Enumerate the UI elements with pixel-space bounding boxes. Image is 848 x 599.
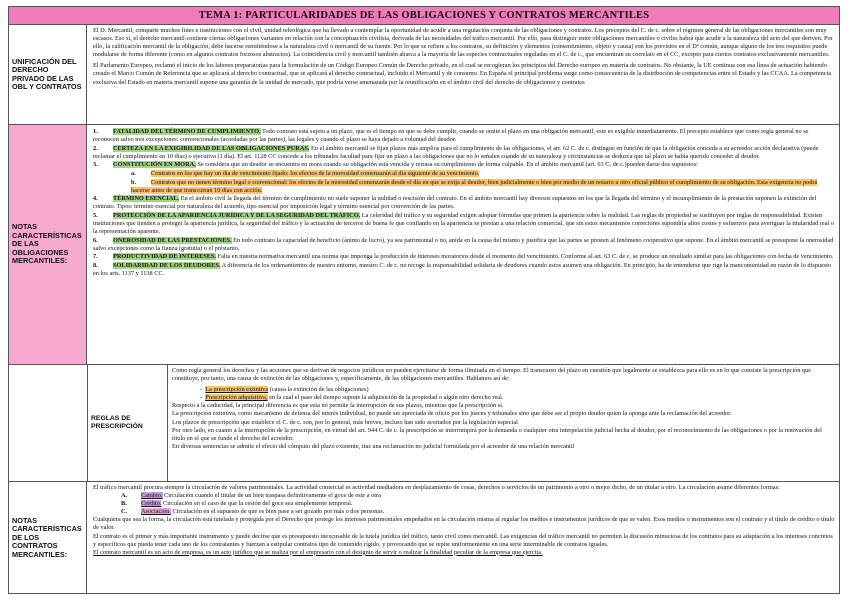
bullet-text: en la cual el paso del tiempo supone la adquisición de la propiedad o algún otro derecho real. [267, 394, 504, 402]
section-contratos [9, 482, 839, 594]
section-label-text: NOTAS CARACTERÍSTICAS DE LAS OBLIGACIONES MERCANTILES: [12, 222, 82, 266]
form-text: Circulación cuando el titular de un bien traspasa definitivamente el goce de este a otra [162, 492, 381, 500]
list-item [93, 262, 835, 278]
list-item [93, 212, 835, 236]
form-item [93, 492, 835, 500]
sub-item-letter: b. [131, 178, 137, 186]
section-content [168, 365, 839, 481]
section-content [87, 482, 839, 594]
item-number: 2. [93, 144, 98, 152]
item-heading: SOLIDARIDAD DE LOS DEUDORES. [113, 262, 221, 269]
bullet-heading: Prescripción adquisitiva, [205, 394, 268, 402]
paragraph: Por otro lado, en cuanto a la interrupción de la prescripción, en virtud del art. 944 C. de c. la prescripción se interrumpirá por la demanda o cualquier otra interpelación judicial hecha al deudor, por el reconocimiento de las obligaciones o por la renovación del título en el que se funde el derecho del acreedor. [172, 426, 822, 442]
list-item [93, 145, 835, 161]
section-label-text: NOTAS CARACTERÍSTICAS DE LOS CONTRATOS MERCANTILES: [12, 515, 82, 559]
item-text: Falta en nuestra normativa mercantil una norma que imponga la producción de intereses moratorios desde el momento del vencimiento. Conforme al art. 63 C. de c. se produce un resultado similar para las obligaciones con fecha de vencimiento. [216, 253, 834, 261]
sub-item-text: Contratos en los que hay un día de vencimiento fijado: los efectos de la morosidad comenzarán al día siguiente de su vencimiento. [151, 169, 480, 177]
section-label [9, 25, 87, 124]
section-label-text: UNIFICACIÓN DEL DERECHO PRIVADO DE LAS OBL Y CONTRATOS [12, 56, 82, 91]
item-number: 4. [93, 195, 98, 203]
prescripcion-wrapper [87, 365, 839, 481]
item-heading: TÉRMINO ESENCIAL. [113, 195, 180, 203]
item-number: 3. [93, 161, 98, 169]
form-text: Circulación en el caso de que la cesión del goce sea simplemente temporal. [161, 500, 353, 508]
paragraph: En diversas sentencias se admite el efecto del cómputo del plazo existente, tras una reclamación no judicial formulada por el acreedor de una relación mercantil [172, 442, 575, 450]
document-page [8, 6, 840, 594]
section-label [88, 365, 168, 481]
item-text: La celeridad del tráfico y su seguridad exigen adoptar fórmulas que primen la apariencia sobre la realidad. Las reglas de propiedad se sustituyen por reglas de responsabilidad. Existen instituciones que tienden a proteger la apariencia jurídica, la seguridad del tráfico y la actuación de terceros de buena fe que confiando en la apariencia se prestan a una relación comercial, que sin estos mecanismos correctores supondría altos costes y esfuerzos para averiguar la titularidad real o la representación aparente. [93, 211, 834, 236]
paragraph: Cualquiera que sea la forma, la circulación está tutelada y protegida por el Derecho que protege los intereses patrimoniales empeñados en la circulación misma al regular los medios e instrumentos jurídicos de que se valen. Esos medios o instrumentos son el contrato y el título de crédito o título de valor. [93, 516, 835, 532]
form-letter: B. [121, 500, 127, 508]
paragraph: Los plazos de prescripción que establece el C. de c. son, por lo general, más breves, incluso han sido acortados por la legislación especial [172, 418, 518, 426]
list-item [93, 195, 835, 211]
bullet-text: (causa la extinción de las obligaciones) [268, 386, 369, 394]
form-heading: Cambio. [141, 492, 163, 500]
paragraph: El contrato mercantil es un acto de empresa, es un acto jurídico que se realiza por el empresario con el designio de servir o realizar la finalidad peculiar de la empresa que ejercita. [93, 548, 543, 556]
item-number: 1. [93, 128, 98, 135]
form-letter: C. [121, 508, 128, 516]
item-text: En el ámbito civil la llegada del término de cumplimiento no suele suponer la nulidad o rescisión del contrato. En el ámbito mercantil hay diversos supuestos en los que la llegada del término y el incumplimiento de la prestación suponen la extinción del contrato. Tipos: término esencial por naturaleza del acuerdo, tipo esencial por imposición legal y término esencial por convención de las partes. [93, 195, 817, 211]
item-heading: ONEROSIDAD DE LAS PRESTACIONES. [113, 236, 232, 244]
sub-item-letter: a. [131, 169, 136, 177]
section-prescripcion [9, 365, 839, 482]
item-text: Se considera que un deudor se encuentra en mora cuando su obligación está vencida y retrasa su cumplimiento de forma culpable. En el ámbito mercantil (art. 63 C. de c.)pueden darse dos supuestos: [195, 161, 698, 169]
paragraph: Como regla general los derechos y las acciones que se derivan de negocios jurídicos no pueden ejercitarse de forma ilimitada en el tiempo. El transcurso del plazo en cuestión que legalmente se establezca para ello es en lo que consiste la prescripción que constituye, por tanto, una causa de extinción de las obligaciones y, específicamente, de las obligaciones mercantiles. Hablamos así de: [172, 367, 812, 383]
item-number: 5. [93, 211, 98, 219]
item-text: En el ámbito mercantil se fijan plazos más amplios para el cumplimiento de las obligaciones, el art. 62 C. de c. distingue en función de que la obligación conceda a su acreedor acción declarativa (puede reclamar el cumplimiento en 10 días) o ejecutiva (1 día). El art. 1128 CC concede a los tribunales facultad para fijar un plazo a las obligaciones que no lo señalen cuando de su naturaleza y circunstancias se deduzca que tal plazo se había querido conceder al deudor. [93, 144, 819, 160]
section-content [87, 25, 839, 124]
list-item [93, 128, 835, 144]
section-content [87, 125, 839, 364]
form-item [93, 508, 835, 516]
item-text: Todo contrato está sujeto a un plazo, que es el tiempo en que se debe cumplir, cuando se omite el plazo en una obligación mercantil, este es exigible inmediatamente. El precepto establece que como regla general no se reconocen salvo tres excepciones: convencionales (acordadas por las partes), las legales y cuando el plazo se haya dejado a voluntad del deudor. [93, 128, 809, 144]
paragraph: El tráfico mercantil procura siempre la circulación de valores patrimoniales. La actividad comercial es actividad mediadora en desplazamiento de cosas, derechos o servicios de un patrimonio a otro o mejor dicho, de un titular a otro. La circulación asume diferentes formas: [93, 484, 780, 491]
paragraph: El D. Mercantil, comparte muchos fines e instituciones con el civil, unidad teleológica que ha llevado a contemplar la oportunidad de acudir a una regulación conjunta de las obligaciones y contratos. Los preceptos del C. de c. sobre el régimen general de las obligaciones mercantiles son muy escasos. Eso sí, el derecho mercantil contiene ciertas obligaciones variantes en relación con la conceptuación civilista, derivada de las necesidades del tráfico mercantil. Por ello, para distinguir entre obligaciones mercantiles o civiles habrá que acudir a la naturaleza del acto del que deriven. Por ello, la calificación mercantil de la obligación, debe hacerse remitiéndose a la naturaleza civil o mercantil de su fuente. Por lo que se refiere a los contratos, su definición y elementos (consentimiento, objeto y causa) son los previstos en el Dº común, aunque alguno de los tres requisitos puede modularse de forma diferente (como en algunos contratos forzosos abstractos). La coincidencia civil y mercantil también abarca a la mayoría de las especies contractuales reguladas en el C. de c., que encuentran su correlato en el CC, excepto para ciertos contratos exclusivamente mercantiles. [93, 27, 835, 59]
form-letter: A. [121, 492, 128, 500]
bullet-item: - Prescripción adquisitiva, en la cual el paso del tiempo supone la adquisición de la propiedad o algún otro derecho real. [200, 394, 504, 402]
item-heading: CONSTITUCIÓN EN MORA. [113, 161, 196, 169]
item-text: A diferencia de los ordenamientos de nuestro entorno, nuestro C. de c. no recoge la responsabilidad solidaria de deudores cuando estos asumen una obligación. En principio, ha de entenderse que rige la mancomunidad en razón de lo dispuesto en los arts. 1137 y 1138 CC. [93, 262, 832, 278]
item-text: En todo contrato la capacidad de beneficio (ánimo de lucro), ya sea patrimonial o no, anida en la causa del mismo y justifica que las partes se presten al fenómeno cooperativo que supone. En el ámbito mercantil se presupone la onerosidad salvo excepciones como la fianza (gratuita) o el préstamo. [93, 236, 834, 252]
item-number: 6. [93, 236, 98, 244]
section-label [9, 482, 87, 594]
form-item [93, 500, 835, 508]
list-item [93, 237, 835, 253]
form-heading: Asociación. [141, 508, 171, 516]
item-heading: PROTECCIÓN DE LA APARIENCIA JURÍDICA Y DE LA SEGURIDAD DEL TRÁFICO. [113, 211, 361, 219]
paragraph: El contrato es el primer y más importante instrumento y puede decirse que es presupuesto inexcusable de la tutela jurídica del tráfico, tanto civil como mercantil. Las exigencias del tráfico mercantil no permiten la discusión minuciosa de los contratos para su adaptación a los intereses concretos y específicos que pueda tener cada uno de los contratantes y fuerzan a estipular contratos tipo de contenido rígido, y provocando que se repite uniformemente en una serie interminable de contratos iguales. [93, 532, 833, 548]
form-text: Circulación en el supuesto de que es bien pase a ser gozado por más o dos personas. [170, 508, 385, 516]
section-label-text: REGLAS DE PRESCRIPCIÓN [91, 415, 143, 430]
item-number: 7. [93, 253, 98, 261]
paragraph: La prescripción extintiva, como mecanismo de defensa del interés individual, no puede ser apreciada de oficio por los jueces y tribunales sino que debe ser el propio deudor quien la oponga ante la reclamación del acreedor. [172, 410, 732, 418]
bullet-item: - La prescripción extintiva (causa la extinción de las obligaciones) [200, 386, 369, 394]
form-heading: Crédito. [141, 500, 162, 508]
paragraph: El Parlamento Europeo, reclamó el inicio de los labores preparatorias para la formulación de un Código Europeo Común de Derecho privado, en el cual se recogieran los principios del Derecho europeo en materia de contratos. No obstante, la UE continua con esa línea de actuación habiendo creado el Marco Común de Referencia que se aplicará al derecho contractual, que se aplicará al derecho contractual, incluido el Mercantil y de consumo. En España el principal problema surge como consecuencia de la distribución de competencias entre el Estado y las CCAA. La competencia exclusiva del Estado en materia mercantil supone una garantía de la unidad de mercado, que podría verse amenazada por la reunificación en el ámbito civil del derecho de obligaciones y contratos [93, 62, 832, 86]
item-heading: FATALIDAD DEL TÉRMINO DE CUMPLIMIENTO. [113, 128, 261, 135]
list-item [93, 161, 835, 169]
obligations-list [93, 128, 835, 278]
item-heading: PRODUCTIVIDAD DE INTERESES. [113, 253, 217, 261]
item-number: 8. [93, 262, 98, 269]
section-label [9, 125, 87, 364]
paragraph: Respecto a la caducidad, la principal diferencia es que esta no permite la interrupción de sus plazos, mientras que la prescripción sí. [172, 402, 504, 410]
section-unificacion [9, 25, 839, 125]
item-heading: CERTEZA EN LA EXIGIBILIDAD DE LAS OBLIGACIONES PURAS. [113, 144, 310, 152]
sub-item [93, 179, 835, 195]
sub-item [93, 170, 835, 178]
bullet-heading: La prescripción extintiva [205, 386, 269, 394]
page-title: TEMA 1: PARTICULARIDADES DE LAS OBLIGACIONES Y CONTRATOS MERCANTILES [9, 7, 839, 25]
section-label-empty [9, 365, 87, 481]
list-item [93, 253, 835, 261]
section-obligaciones [9, 125, 839, 365]
sub-item-text: Contratos que no tienen término legal o convencional: los efectos de la morosidad comenzarán desde el día en que se exija al deudor, bien judicialmente o bien por medio de un notario u otro oficial público el cumplimiento de su obligación. Esta exigencia no podrá hacerse antes de que transcurran 10 días con acción. [131, 178, 818, 194]
